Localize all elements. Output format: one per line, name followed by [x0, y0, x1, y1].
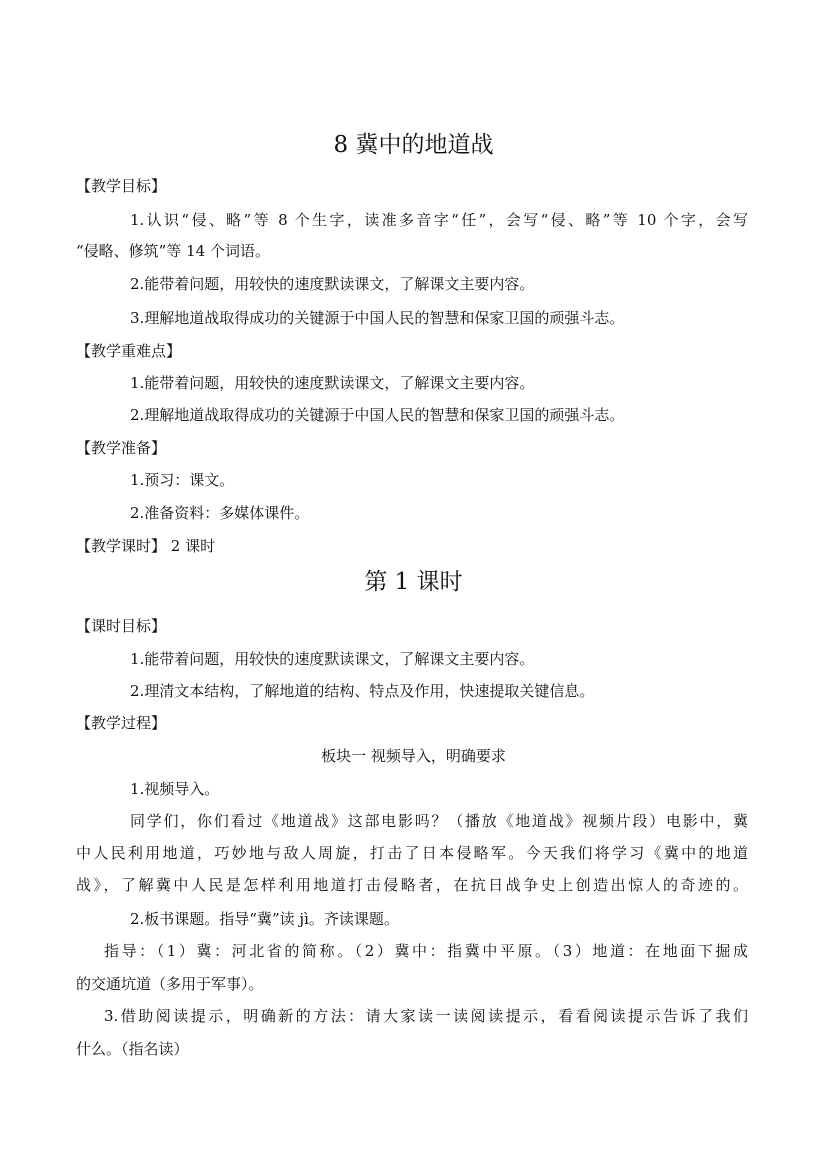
preparation-item1: 1.预习：课文。 [130, 471, 235, 489]
para1-line1: 同学们，你们看过《地道战》这部电影吗？（播放《地道战》视频片段）电影中，冀 [130, 812, 748, 830]
preparation-heading: 【教学准备】 [76, 439, 167, 457]
step3-line1: 3.借助阅读提示，明确新的方法：请大家读一读阅读提示，看看阅读提示告诉了我们 [104, 1007, 748, 1025]
class-hours: 【教学课时】 2 课时 [76, 537, 216, 555]
step1: 1.视频导入。 [130, 780, 220, 798]
key-points-item1: 1.能带着问题，用较快的速度默读课文，了解课文主要内容。 [130, 374, 535, 392]
objectives-heading: 【教学目标】 [76, 177, 167, 195]
para1-line2: 中人民利用地道，巧妙地与敌人周旋，打击了日本侵略军。今天我们将学习《冀中的地道 [76, 844, 748, 862]
period-objectives-item2: 2.理清文本结构，了解地道的结构、特点及作用，快速提取关键信息。 [130, 682, 595, 700]
para1-line3: 战》，了解冀中人民是怎样利用地道打击侵略者，在抗日战争史上创造出惊人的奇迹的。 [76, 876, 748, 894]
guide-line2: 的交通坑道（多用于军事）。 [76, 975, 264, 993]
period-objectives-item1: 1.能带着问题，用较快的速度默读课文，了解课文主要内容。 [130, 650, 535, 668]
step2: 2.板书课题。指导“冀”读 jì。齐读课题。 [130, 910, 399, 928]
objectives-item1-line1: 1.认识“侵、略”等 8 个生字，读准多音字“任”，会写“侵、略”等 10 个字，会写 [130, 211, 748, 229]
preparation-item2: 2.准备资料：多媒体课件。 [130, 504, 310, 522]
process-heading: 【教学过程】 [76, 714, 167, 732]
objectives-item3: 3.理解地道战取得成功的关键源于中国人民的智慧和保家卫国的顽强斗志。 [130, 309, 625, 327]
objectives-item1-line2: “侵略、修筑”等 14 个词语。 [76, 242, 270, 260]
guide-line1: 指导：（1）冀：河北省的简称。（2）冀中：指冀中平原。（3）地道：在地面下掘成 [104, 942, 748, 960]
step3-line2: 什么。（指名读） [76, 1040, 189, 1058]
key-points-item2: 2.理解地道战取得成功的关键源于中国人民的智慧和保家卫国的顽强斗志。 [130, 406, 625, 424]
objectives-item2: 2.能带着问题，用较快的速度默读课文，了解课文主要内容。 [130, 275, 535, 293]
key-points-heading: 【教学重难点】 [76, 342, 182, 360]
period-objectives-heading: 【课时目标】 [76, 617, 167, 635]
period-title: 第 1 课时 [364, 569, 463, 595]
lesson-title: 8 冀中的地道战 [333, 132, 494, 158]
section-title: 板块一 视频导入，明确要求 [321, 747, 506, 765]
